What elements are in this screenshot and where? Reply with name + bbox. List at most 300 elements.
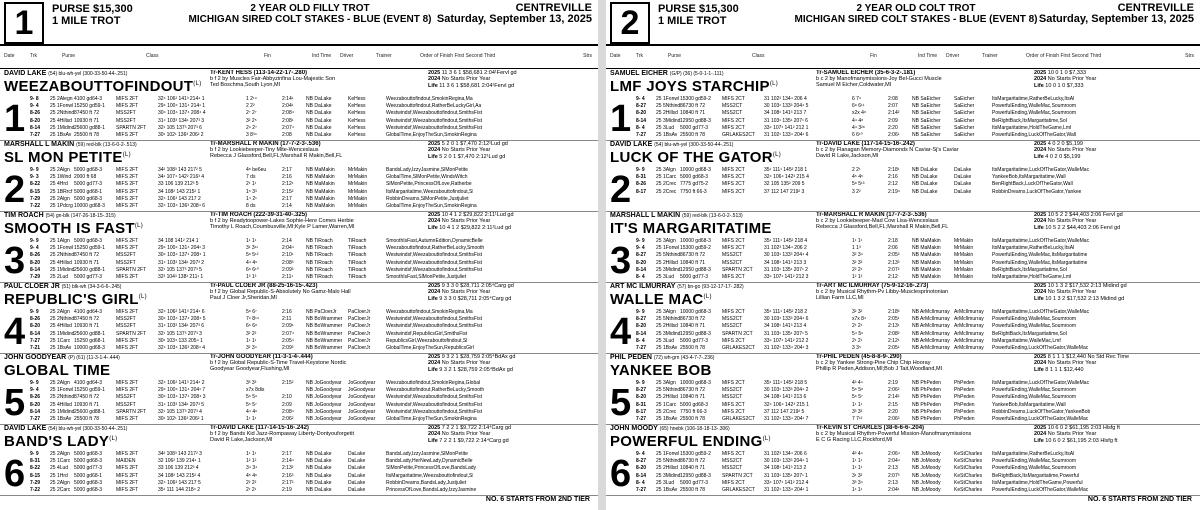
pp-purse: 86730 ft 72	[680, 458, 706, 465]
pp-trn: TiRoach	[348, 238, 367, 244]
pp-cls: MIFS 2FT	[116, 451, 139, 457]
pp-fin: 3² 2²	[246, 330, 257, 337]
pp-trn: JoGoodyear	[348, 387, 376, 394]
pp-cls: MIFS 2FT	[116, 238, 139, 244]
pp-trn: JoGoodyear	[348, 380, 376, 386]
pp-trn: ArMcIlmurray	[954, 316, 984, 323]
pp-purse: 15300 gd59-2	[680, 245, 711, 252]
col-class: Class	[752, 53, 765, 59]
trainer-line: Tr-DAVID LAKE (117-14-15-16-.242)	[210, 425, 309, 431]
pp-cal: 34² 108³ 143 217² 3	[158, 451, 202, 457]
pp-fin: 3 8³⁴	[246, 131, 257, 138]
pp-time: 2:10	[282, 394, 292, 401]
pp-ord: Westwindsf,Weezabouttofindout,SmithsFist	[386, 259, 482, 266]
pp-drv: NB SaEicher	[912, 124, 941, 131]
pp-cal: 35¹ 111¹ 145² 218 5	[764, 380, 808, 386]
pp-ord: BenRightBack,LuckOfTheGator,Wall	[992, 181, 1073, 188]
pp-cal: 34 108¹ 141³ 213 7	[764, 110, 807, 117]
col-order: Order of Finish First Second Third	[1026, 53, 1102, 59]
record-values: No Starts Prior Year	[440, 76, 491, 83]
pp-purse: 5000 gd77-3	[74, 273, 103, 280]
trainer-block	[210, 283, 351, 302]
driver-name: PHIL PEDEN	[610, 354, 652, 361]
pp-fin: 4⁴ 3²⁸	[852, 124, 865, 131]
pp-time: 2:09¹	[282, 323, 294, 330]
pp-fin: 3² 3⁴	[246, 344, 257, 351]
pp-line	[30, 118, 594, 125]
pp-trk: 25 2Algn	[50, 479, 70, 486]
pp-time: 2:13	[888, 479, 898, 486]
post-position: 5	[610, 382, 632, 424]
pp-cal: 32 106² 139 214⁴ 1	[158, 458, 201, 465]
record-year: 2024	[428, 431, 441, 438]
pp-cal: 34 108² 143 215² 4	[158, 472, 201, 479]
pp-cal: 29⁴ 100⁴ 131⁴ 204¹ 7	[158, 387, 206, 394]
pp-ord: PowerfulEnding,WalleMac,ItsMargaritatime	[992, 259, 1088, 266]
pp-ord: PowerfulEnding,WalleMac,Soumroom	[992, 387, 1077, 394]
pp-cls: MIFS 2FT	[116, 273, 139, 280]
record-values: 8 1 1 1 $12,440 No Std Rec Time	[1046, 354, 1130, 360]
pp-cal: 31 103¹ 135¹ 207¹ 6	[764, 117, 808, 124]
pp-time: 2:07²	[888, 266, 900, 273]
pp-ord: Weezabouttofindout,RatherBeLucky,Smooth	[386, 245, 485, 252]
pp-ord: GlobalTime,EnjoyTheSun,SmokinRegina	[386, 131, 477, 138]
pp-drv: NB MaMakin	[912, 245, 941, 252]
pp-purse: 25600 gd88-1	[74, 330, 105, 337]
horse-note: (L)	[138, 294, 147, 300]
pp-trn: KeHess	[348, 117, 366, 124]
pp-fin: 1¹ 1¹	[852, 458, 863, 465]
pp-drv: NB MaMakin	[306, 167, 335, 173]
pp-cal: 30¹ 102¹ 136³ 206² 1	[158, 415, 204, 422]
breeding: b f 2 by Bands Kid Jazz-Rompaway Liberty-Dontyouforgetit	[210, 431, 354, 438]
record-year: 2025	[1034, 212, 1047, 218]
trainer-block	[816, 141, 959, 160]
horse-name	[610, 433, 771, 450]
pp-fin: 1 1³	[852, 245, 861, 252]
pp-line	[30, 345, 594, 352]
pp-trk: 25 3Algn	[656, 238, 676, 244]
driver-name: PAUL CLOER JR	[4, 283, 60, 290]
pp-drv: NB DaLake	[306, 96, 332, 102]
pp-line	[636, 416, 1196, 423]
col-time: Ind Time	[312, 53, 332, 59]
pp-ord: BeRightBack,ItsMargaritatime,SoI	[992, 330, 1068, 337]
record-year: 2025	[428, 70, 441, 76]
pp-date: 8-27	[636, 458, 647, 465]
pp-time: 2:04¹	[282, 103, 294, 110]
pp-time: 2:09³	[282, 344, 294, 351]
track-name: CENTREVILLE	[1117, 2, 1194, 14]
record-year: 2025	[1034, 141, 1047, 147]
pp-cls: MIFS 2FT	[116, 181, 139, 188]
pp-trn: KeHess	[348, 131, 366, 138]
pp-fin: 2² 2²	[246, 479, 257, 486]
pp-drv: NB ArMcIlmurray	[912, 309, 950, 315]
record-year: Life	[428, 82, 438, 89]
pp-trn: JoGoodyear	[348, 408, 376, 415]
pp-line	[636, 174, 1196, 181]
pp-cal: 32⁴ 103⁴ 136³ 208⁴ 4	[158, 344, 206, 351]
trainer-line: Tr-PAUL CLOER JR (88-25-16-15-.423)	[210, 283, 318, 289]
pp-ord: Weezabouttofindout,SmokinRegina,Ma	[386, 96, 473, 102]
pp-purse: 10930 ft 71	[74, 323, 100, 330]
pp-line	[636, 380, 1196, 387]
pp-drv: NB MaMakin	[912, 252, 941, 259]
pp-cal: 32⁴ 106⁴ 142³ 215 4	[764, 174, 809, 181]
pp-ord: Westwindsf,Weezabouttofindout,SmithsFist	[386, 408, 482, 415]
pp-line	[636, 465, 1196, 472]
pp-cal: 32⁴ 106⁴ 142³ 215 1	[764, 401, 809, 408]
pp-fin: 1¹ 1¹	[852, 401, 863, 408]
pp-trn: ArMcIlmurray	[954, 323, 984, 330]
pp-drv: NB JoMoody	[912, 472, 941, 479]
pp-trn: SaEicher	[954, 124, 975, 131]
pp-trk: 25 3Algn	[656, 309, 676, 315]
pp-trk: 25 4Hrd	[50, 181, 68, 188]
pp-date: 8-15	[30, 188, 41, 195]
pp-cal: 35¹ 111¹ 145² 218 4	[764, 238, 808, 244]
pp-drv: NB JoGoodyear	[306, 401, 342, 408]
pp-cls: MSS2CT	[722, 458, 743, 465]
pp-cls: MIFS 2FT	[116, 202, 139, 209]
pp-cal: 33⁴ 107¹ 141² 212 1	[764, 124, 809, 131]
pp-drv: NB DaLake	[306, 486, 332, 493]
pp-fin: 7 ds	[246, 174, 256, 181]
past-performance-lines	[30, 451, 594, 494]
col-trainer: Trainer	[376, 53, 392, 59]
pp-fin: 2 2¹	[852, 167, 861, 173]
pp-fin: 1¹ 1¹	[852, 238, 863, 244]
pp-fin: 2⁹ 2⁷	[246, 124, 257, 131]
race-number: 1	[4, 2, 44, 44]
pp-trk: 25 1BsAv	[656, 344, 678, 351]
pp-line	[30, 132, 594, 139]
owner: Goodyear Goodyear,Flushing,MI	[210, 366, 290, 373]
pp-drv: NB ArMcIlmurray	[912, 344, 950, 351]
pp-trk: 25 5Nthind	[656, 316, 681, 323]
pp-cal: 31 102¹ 133⁴ 204¹ 7	[764, 415, 809, 422]
entry-block-pp-1	[606, 70, 1200, 141]
pp-date: 8-26	[30, 252, 41, 259]
breeding: b f 2 by Global Republic-S-Absolutely No Gamz-Malo Hall	[210, 289, 351, 296]
pp-purse: 5000 gd68-1	[74, 472, 103, 479]
pp-ord: PowerfulEnding,LuckOfTheGator,WalleMac	[992, 344, 1089, 351]
pp-purse: 15250 gd59-1	[74, 245, 105, 252]
pp-trn: PhPeden	[954, 380, 975, 386]
pp-line	[636, 110, 1196, 117]
entry-block-pp-5	[0, 354, 598, 425]
record-values: No Starts Prior Year	[1046, 431, 1097, 438]
pp-fin: 3 3⁵	[852, 344, 862, 351]
pp-time: 2:08⁴	[282, 110, 294, 117]
pp-purse: 7775 gd75-2	[680, 181, 709, 188]
pp-ord: RobbinDreams,BandsLady,Justjuliet	[386, 479, 467, 486]
pp-fin: 2 2²	[246, 103, 255, 110]
entry-block-pp-1	[0, 70, 598, 141]
pp-line	[636, 458, 1196, 465]
pp-line	[636, 402, 1196, 409]
record-values: 11 3 6 1 $58,681 2:04¹Fervl gd	[437, 82, 515, 89]
pp-line	[636, 487, 1196, 494]
pp-fin: 2¹ 1¹	[246, 181, 257, 188]
pp-cls: SPARTN 2FT	[116, 408, 147, 415]
owner: Samuel M Eicher,Coldwater,MI	[816, 82, 892, 89]
pp-date: 8-20	[636, 110, 647, 117]
pp-fin: 5⁸ 5¹²	[246, 252, 259, 259]
breeding: b f 2 by Muscles Fair-Abbyzinfina Lou-Majestic Son	[210, 76, 336, 83]
pp-fin: 5⁶ 5⁸	[852, 387, 864, 394]
pp-drv: NB JoMoody	[912, 479, 941, 486]
pp-trn: MrMakin	[348, 174, 368, 181]
pp-cls: MSS2FT	[116, 394, 136, 401]
pp-cal: 32⁴ 106² 141³ 214⁴ 6	[158, 309, 205, 315]
pp-time: 2:07⁴	[282, 124, 294, 131]
pp-ord: ItsMargaritatime,Weezabouttofindout,Sl	[386, 188, 474, 195]
pp-fin: 3² 3³	[852, 259, 863, 266]
pp-cal: 30⁴ 103⁴ 137⁴ 208⁴ 1	[158, 252, 206, 259]
pp-date: 7-21	[30, 344, 41, 351]
col-class: Class	[146, 53, 159, 59]
pp-cls: MIFS 2CT	[722, 167, 745, 173]
pp-trk: 25 2Crec	[656, 181, 677, 188]
pp-trn: TiRoach	[348, 245, 367, 252]
pp-trn: KeStCharles	[954, 465, 983, 472]
pp-ord: YankeeBob,ItsMargaritatime,Wall	[992, 401, 1066, 408]
pp-drv: NB DaLake	[306, 479, 332, 486]
pp-ord: PowerfulEnding,LuckOfTheGator,WalleMac	[992, 415, 1089, 422]
col-driver: Driver	[946, 53, 960, 59]
pp-cls: MSS2FT	[116, 323, 136, 330]
pp-ord: ItsMargaritatime,HoldTheGame,Powerful	[992, 479, 1083, 486]
pp-cls: MIFS 2FT	[116, 103, 139, 110]
pp-purse: 5000 gd77-3	[680, 124, 709, 131]
pp-date: 8-14	[30, 408, 41, 415]
pp-date: 9- 9	[636, 309, 645, 315]
record-stats	[1034, 425, 1120, 444]
driver-stats: (59) red-blk (13-6-0-2-.513)	[682, 213, 743, 219]
record-values: 5 2 0 1 $7,470 2:12¹Lud gd	[437, 153, 506, 160]
record-year: Life	[428, 295, 438, 302]
pp-cls: MIFS 2FT	[116, 486, 139, 493]
program-page-race-1	[0, 0, 598, 510]
pp-cal: 33⁴ 107¹ 141² 212 4	[764, 479, 809, 486]
pp-line	[636, 338, 1196, 345]
pp-cal: 32⁴ 103⁴ 136³ 208⁴ 6	[158, 202, 206, 209]
horse-name-text: WEEZABOUTTOFINDOUT	[4, 78, 194, 95]
pp-drv: NB JoGoodyear	[306, 415, 342, 422]
driver-line	[4, 354, 120, 361]
pp-trn: KeStCharles	[954, 458, 983, 465]
owner: Ted Boschma,South Lyon,MI	[210, 82, 281, 89]
pp-cal: 31 103¹ 135¹ 207¹ 5	[764, 330, 808, 337]
breeding: b c 2 by Musical Rhythm-Powerful Mission-Manofmanymissions	[816, 431, 972, 438]
pp-trn: MrMakin	[954, 238, 974, 244]
pp-line	[30, 181, 594, 188]
pp-trn: TiRoach	[348, 266, 367, 273]
record-row	[1034, 367, 1129, 373]
trainer-line: Tr-KEVIN ST CHARLES (38-6-6-6-.204)	[816, 425, 925, 431]
pp-cal: 33⁴ 107¹ 141² 212 2	[764, 337, 809, 344]
pp-drv: NB BoWrammer	[306, 323, 343, 330]
pp-line	[636, 387, 1196, 394]
entry-block-pp-2	[606, 141, 1200, 212]
col-order: Order of Finish First Second Third	[420, 53, 496, 59]
pp-cls: MSS2FT	[116, 259, 136, 266]
pp-drv: NB MaMakin	[306, 181, 335, 188]
pp-drv: NB JoMoody	[912, 465, 941, 472]
pp-time: 2:19	[282, 486, 292, 493]
pp-time: 2:04¹	[888, 486, 900, 493]
pp-ord: ItsMargaritatime,RatherBeLucky,ItsAl	[992, 451, 1075, 457]
pp-drv: NB TiRoach	[306, 266, 333, 273]
pp-purse: 2000 ft 68	[74, 174, 97, 181]
pp-line	[636, 267, 1196, 274]
pp-date: 8-20	[636, 394, 647, 401]
pp-purse: 4100 gd64-3	[74, 96, 103, 102]
pp-line	[636, 409, 1196, 416]
col-trainer: Trainer	[982, 53, 998, 59]
pp-line	[636, 394, 1196, 401]
pp-date: 8-14	[30, 124, 41, 131]
pp-date: 7-29	[30, 273, 41, 280]
col-fin: Fin	[870, 53, 877, 59]
pp-drv: NB SaEicher	[912, 131, 941, 138]
pp-trk: 25 1BsAv	[656, 486, 678, 493]
pp-cal: 35¹ 111¹ 145² 218 2	[764, 309, 808, 315]
driver-name: MARSHALL L MAKIN	[4, 141, 75, 148]
entry-block-pp-6	[0, 425, 598, 496]
pp-trk: 25 1BsAv	[50, 131, 72, 138]
pp-cls: MIFS 2FT	[116, 188, 139, 195]
pp-fin: 6 7⁹	[852, 96, 862, 102]
column-headers	[606, 47, 1200, 69]
driver-stats: (54) blu-wh-yel (300-33-50-44-.251)	[654, 142, 734, 148]
pp-ord: Westwindsf,Weezabouttofindout,SmithsFist	[386, 394, 482, 401]
pp-time: 2:08⁴	[282, 408, 294, 415]
owner: E C G Racing LLC,Rockford,MI	[816, 437, 893, 444]
pp-time: 2:09	[282, 401, 292, 408]
entry-block-pp-4	[606, 283, 1200, 354]
pp-fin: 1¹ 1¹	[246, 238, 257, 244]
pp-cal: 30¹ 102¹ 136³ 206² 2	[158, 131, 204, 138]
pp-trk: 25 4Hillsd	[50, 323, 72, 330]
pp-line	[636, 323, 1196, 330]
pp-cls: MAIDEN	[116, 458, 136, 465]
record-values: No Starts Prior Year	[1046, 289, 1097, 296]
horse-note: (L)	[109, 436, 118, 442]
pp-cls: MSS2FT	[116, 110, 136, 117]
pp-drv: NB DaLake	[912, 167, 938, 173]
pp-trn: PaCloerJr	[348, 316, 371, 323]
pp-ord: Westwindsf,Weezabouttofindout,SmithsFist	[386, 323, 482, 330]
pp-time: 2:16	[888, 174, 898, 181]
pp-cls: MIFS 2FT	[116, 380, 139, 386]
trainer-line: Tr-KENT HESS (113-14-22-17-.280)	[210, 70, 308, 76]
pp-cls: MIFS 2CT	[722, 181, 745, 188]
pp-time: 2:17	[282, 167, 292, 173]
driver-stats: (G/P) (36) (5-0-1-1-.111)	[669, 71, 724, 77]
pp-cal: 32⁴ 106² 141³ 214⁴ 1	[158, 96, 205, 102]
pp-cls: MIFS 2FT	[116, 245, 139, 252]
pp-date: 8-14	[30, 266, 41, 273]
pp-cal: 30 103¹ 133³ 204⁴ 4	[764, 252, 809, 259]
pp-trn: KeStCharles	[954, 472, 983, 479]
pp-purse: 5000 gd68-3	[74, 167, 103, 173]
pp-cls: MIFS 2FT	[116, 415, 139, 422]
pp-line	[30, 465, 594, 472]
pp-line	[30, 274, 594, 281]
driver-name: DAVID LAKE	[4, 425, 47, 432]
pp-ord: ItsMargaritatime,RatherBeLucky,ItsAl	[992, 96, 1075, 102]
pp-cls: SPARTN 2CT	[722, 266, 753, 273]
record-year: Life	[428, 366, 438, 373]
pp-trn: KeStCharles	[954, 486, 983, 493]
col-strs: Strs	[583, 53, 592, 59]
pp-trn: DaLake	[954, 174, 972, 181]
post-position: 3	[610, 240, 632, 282]
pp-fin: 1¹ 1¹	[246, 415, 257, 422]
pp-trk: 25 1Carc	[656, 174, 677, 181]
horse-name-text: WALLE MAC	[610, 291, 704, 308]
pp-cls: MSS2CT	[722, 259, 743, 266]
pp-purse: 10840 ft 71	[680, 323, 706, 330]
pp-fin: 1¹ 1¹	[246, 451, 257, 457]
pp-drv: NB PhPeden	[912, 401, 941, 408]
pp-fin: 2⁷ 2⁷	[246, 110, 257, 117]
pp-date: 9- 4	[636, 451, 645, 457]
entry-block-pp-2	[0, 141, 598, 212]
horse-note: (L)	[772, 152, 782, 158]
record-values: 8 1 1 1 $12,440	[1043, 366, 1084, 373]
pp-fin: 6⁶ 6⁸	[246, 323, 258, 330]
pp-drv: NB PaCloerJr	[306, 309, 337, 315]
pp-date: 9- 9	[30, 380, 39, 386]
pp-fin: 4⁴ 4⁵	[246, 259, 258, 266]
pp-cal: 30 103¹ 133³ 204⁴ 6	[764, 316, 809, 323]
pp-time: 2:18¹	[888, 167, 900, 173]
pp-purse: 10000 gd68-3	[680, 309, 711, 315]
pp-date: 8-20	[30, 323, 41, 330]
pp-ord: PowerfulEnding,WalleMac,Soumroom	[992, 465, 1077, 472]
pp-cal: 30⁴ 103⁴ 137⁴ 208⁴ 3	[158, 394, 206, 401]
pp-date: 8-31	[636, 174, 647, 181]
pp-cls: MSS2CT	[722, 110, 743, 117]
pp-ord: SmoothIsFast,SlMonPetite,Justjuliet	[386, 273, 467, 280]
pp-cal: 31⁴ 103³ 134¹ 207³ 5	[158, 401, 205, 408]
pp-date: 7-27	[636, 131, 647, 138]
driver-stats: (P) (61) (11-3-1-4-.444)	[68, 355, 120, 361]
pp-line	[636, 316, 1196, 323]
record-year: Life	[1034, 82, 1044, 89]
record-year: 2024	[428, 360, 441, 367]
pp-cls: MSS2CT	[722, 316, 743, 323]
pp-trk: 25 3Midind	[656, 472, 681, 479]
pp-trk: 25 2Algn	[50, 195, 70, 202]
pp-line	[30, 487, 594, 494]
pp-trk: 25 3Lud	[656, 479, 675, 486]
pp-date: 7-27	[636, 344, 647, 351]
pp-trn: ArMcIlmurray	[954, 344, 984, 351]
pp-date: 9- 4	[30, 245, 39, 252]
pp-ord: BandsLady,IzzyJasmine,SlMonPetite	[386, 451, 468, 457]
pp-drv: NB MaMakin	[306, 195, 335, 202]
pp-cal: 32⁴ 106² 141³ 214⁴ 2	[158, 380, 205, 386]
pp-time: 2:15	[888, 401, 898, 408]
pp-purse: 10840 ft 71	[680, 465, 706, 472]
pp-line	[30, 189, 594, 196]
pp-time: 2:14²	[888, 110, 900, 117]
